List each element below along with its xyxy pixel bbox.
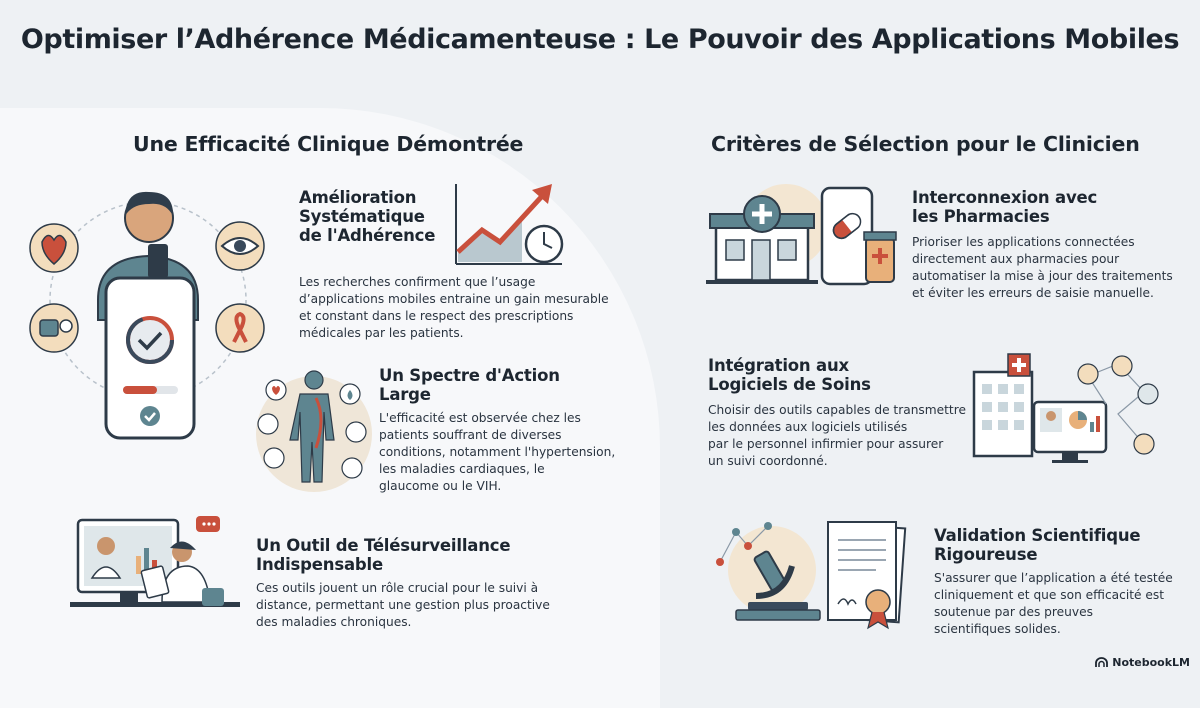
body-line: patients souffrant de diverses — [379, 428, 562, 442]
body-line: Les recherches confirment que l’usage — [299, 275, 536, 289]
body-line: Ces outils jouent un rôle crucial pour le suivi à — [256, 581, 539, 595]
left-item-1-body — [299, 274, 609, 342]
brand-label: NotebookLM — [1112, 656, 1190, 669]
title-line: Indispensable — [256, 555, 383, 574]
body-line: et constant dans le respect des prescriptions — [299, 309, 574, 323]
title-line: Validation Scientifique — [934, 526, 1141, 545]
right-item-3-title — [934, 526, 1140, 564]
title-line: les Pharmacies — [912, 207, 1050, 226]
body-line: par le personnel infirmier pour assurer — [708, 437, 944, 451]
body-line: cliniquement et que son efficacité est — [934, 588, 1164, 602]
phone-health-hub-illustration — [18, 180, 273, 470]
title-line: Un Outil de Télésurveillance — [256, 536, 511, 555]
left-item-3-title — [256, 536, 510, 574]
right-item-2-title — [708, 356, 871, 394]
body-line: automatiser la mise à jour des traitements — [912, 269, 1173, 283]
body-line: soutenue par des preuves — [934, 605, 1093, 619]
body-line: Prioriser les applications connectées — [912, 235, 1135, 249]
body-line: les données aux logiciels utilisés — [708, 420, 908, 434]
body-line: Choisir des outils capables de transmettre — [708, 403, 966, 417]
body-line: scientifiques solides. — [934, 622, 1061, 636]
title-line: Systématique — [299, 207, 425, 226]
right-item-1-title — [912, 188, 1097, 226]
right-item-1-body — [912, 234, 1173, 302]
body-line: d’applications mobiles entraine un gain mesurable — [299, 292, 609, 306]
body-conditions-illustration — [254, 366, 372, 506]
body-line: distance, permettant une gestion plus proactive — [256, 598, 550, 612]
care-software-network-illustration — [968, 352, 1168, 472]
title-line: de l'Adhérence — [299, 226, 436, 245]
body-line: glaucome ou le VIH. — [379, 479, 502, 493]
notebooklm-logo-icon — [1095, 657, 1108, 668]
left-item-2-body — [379, 410, 615, 495]
body-line: directement aux pharmacies pour — [912, 252, 1120, 266]
telemonitoring-illustration — [70, 512, 250, 622]
body-line: et éviter les erreurs de saisie manuelle. — [912, 286, 1154, 300]
left-item-1-title — [299, 188, 435, 245]
title-line: Intégration aux — [708, 356, 849, 375]
title-line: Rigoureuse — [934, 545, 1038, 564]
page-title: Optimiser l’Adhérence Médicamenteuse : Le Pouvoir des Applications Mobiles — [20, 24, 1180, 55]
notebooklm-watermark — [1095, 656, 1190, 669]
right-item-2-body — [708, 402, 966, 470]
title-line: Interconnexion avec — [912, 188, 1098, 207]
left-item-2-title — [379, 366, 560, 404]
body-line: médicales par les patients. — [299, 326, 464, 340]
title-line: Large — [379, 385, 431, 404]
left-section-heading: Une Efficacité Clinique Démontrée — [133, 132, 524, 156]
title-line: Amélioration — [299, 188, 417, 207]
left-item-3-body — [256, 580, 550, 631]
body-line: conditions, notamment l'hypertension, — [379, 445, 616, 459]
right-section-heading: Critères de Sélection pour le Clinicien — [711, 132, 1140, 156]
body-line: L'efficacité est observée chez les — [379, 411, 581, 425]
body-line: des maladies chroniques. — [256, 615, 412, 629]
growth-chart-clock-icon — [452, 180, 572, 270]
title-line: Un Spectre d'Action — [379, 366, 560, 385]
pharmacy-phone-illustration — [706, 182, 902, 294]
right-item-3-body — [934, 570, 1173, 638]
body-line: S'assurer que l’application a été testée — [934, 571, 1173, 585]
body-line: les maladies cardiaques, le — [379, 462, 545, 476]
scientific-validation-illustration — [712, 518, 918, 634]
title-line: Logiciels de Soins — [708, 375, 871, 394]
body-line: un suivi coordonné. — [708, 454, 828, 468]
